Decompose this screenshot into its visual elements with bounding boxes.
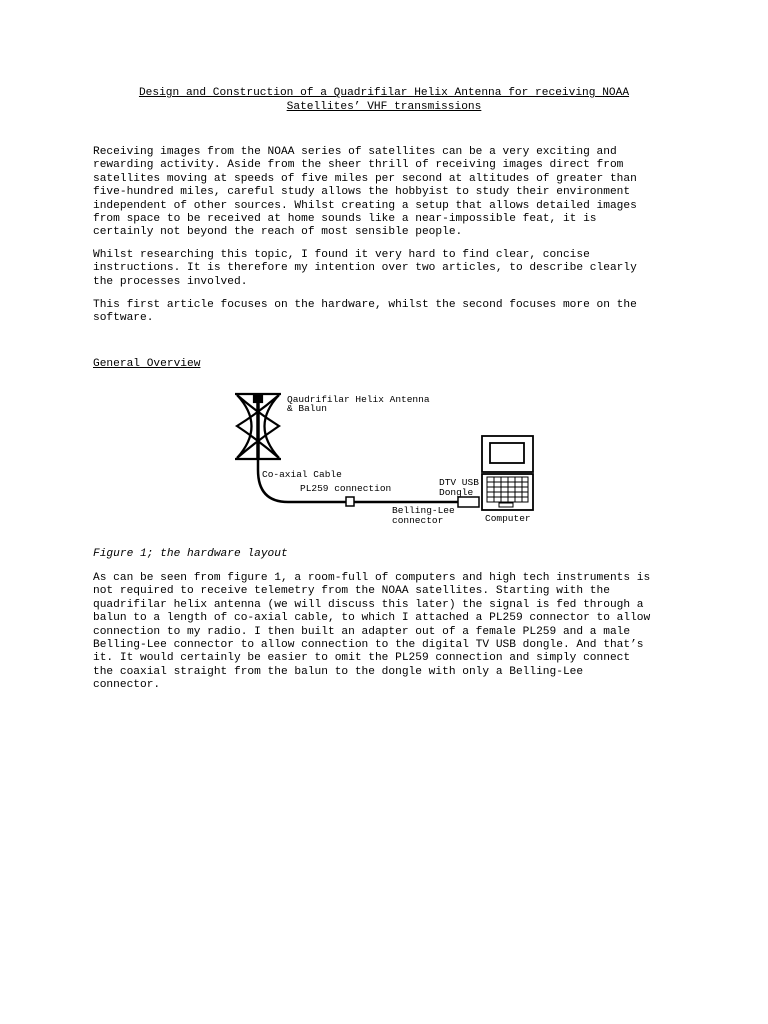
computer-icon	[482, 436, 533, 510]
research-paragraph: Whilst researching this topic, I found it very hard to find clear, concise instructions. It is therefore my intention over two articles, to describe clearly the processes involved.	[93, 249, 637, 288]
pl259-connector	[346, 497, 354, 506]
computer-label: Computer	[485, 513, 531, 524]
antenna-label-line-1: Qaudrifilar Helix Antenna	[287, 394, 430, 405]
hardware-description-paragraph: As can be seen from figure 1, a room-full of computers and high tech instruments is not required to receive telemetry from the NOAA satellites. Starting with the quadrifilar helix antenna (we will discuss this later) the signal is fed through a balun to a length of co-axial cable, to which I attached a PL259 connector to allow connection to my radio. I then built an adapter out of a female PL259 and a male Belling-Lee connector to allow connection to the digital TV USB dongle. And that’s it. It would certainly be easier to omit the PL259 connection and simply connect the coaxial straight from the balun to the dongle with only a Belling-Lee connector.	[93, 572, 651, 692]
dongle-label-line-2: Dongle	[439, 487, 474, 498]
antenna-label-line-2: & Balun	[287, 403, 327, 414]
article-scope-paragraph: This first article focuses on the hardware, whilst the second focuses more on the software.	[93, 299, 637, 325]
figure-caption: Figure 1; the hardware layout	[93, 548, 288, 560]
coax-label: Co-axial Cable	[262, 469, 342, 480]
belling-lee-label-line-2: connector	[392, 515, 444, 526]
title-line-2: Satellites’ VHF transmissions	[286, 101, 482, 113]
pl259-label: PL259 connection	[300, 483, 392, 494]
usb-dongle	[458, 497, 479, 507]
antenna-icon	[235, 394, 281, 460]
section-heading: General Overview	[93, 358, 201, 370]
intro-paragraph: Receiving images from the NOAA series of satellites can be a very exciting and rewarding activity. Aside from the sheer thrill of receiving images direct from satellites moving at speeds of five miles per second at altitudes of greater than five-hundred miles, careful study allows the hobbyist to study their environment independent of other sources. Whilst creating a setup that allows detailed images from space to be received at home sounds like a near-impossible feat, it is certainly not beyond the reach of most sensible people.	[93, 146, 637, 239]
dongle-label-line-1: DTV USB	[439, 477, 479, 488]
belling-lee-label-line-1: Belling-Lee	[392, 505, 455, 516]
title-line-1: Design and Construction of a Quadrifilar Helix Antenna for receiving NOAA	[138, 87, 630, 99]
coaxial-cable	[258, 459, 458, 502]
